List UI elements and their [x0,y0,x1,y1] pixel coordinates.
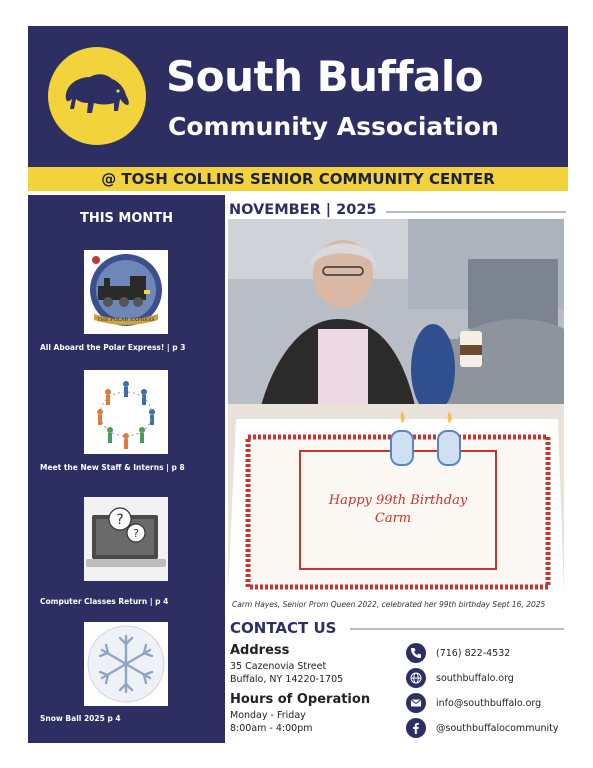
polar-express-image [84,250,168,334]
photo-caption: Carm Hayes, Senior Prom Queen 2022, celebrated her 99th birthday Sept 16, 2025 [232,600,546,609]
facebook-link[interactable]: @southbuffalocommunity [436,723,559,734]
sidebar-item-label: Computer Classes Return | p 4 [40,597,169,606]
snowflake-image [84,622,168,706]
team-circle-image [84,370,168,454]
sidebar-item-label: Snow Ball 2025 p 4 [40,714,121,723]
hours-heading: Hours of Operation [230,692,371,707]
sidebar-item-label: All Aboard the Polar Express! | p 3 [40,343,186,352]
phone-icon [406,643,426,663]
logo [48,47,146,145]
cake-text-line2: Carm [374,511,412,526]
org-title: South Buffalo [166,52,484,101]
divider [350,628,564,630]
website-link[interactable]: southbuffalo.org [436,673,514,684]
birthday-photo [228,219,564,594]
hours-line1: Monday - Friday [230,710,306,721]
contact-heading: CONTACT US [230,619,337,637]
hours-line2: 8:00am - 4:00pm [230,723,313,734]
header-banner [28,26,568,167]
facebook-icon [406,718,426,738]
cake-text-line1: Happy 99th Birthday [328,493,468,508]
bison-icon [60,69,134,123]
globe-icon [406,668,426,688]
location-banner: @ TOSH COLLINS SENIOR COMMUNITY CENTER [28,167,568,191]
phone-number[interactable]: (716) 822-4532 [436,648,511,659]
divider [386,211,566,213]
sidebar-title: THIS MONTH [79,211,174,226]
address-line2: Buffalo, NY 14220-1705 [230,674,344,685]
email-icon [406,693,426,713]
this-month-sidebar [28,195,225,743]
svg-text:?: ? [116,512,124,528]
org-subtitle: Community Association [168,112,499,141]
email-link[interactable]: info@southbuffalo.org [436,698,542,709]
sidebar-item-label: Meet the New Staff & Interns | p 8 [40,463,185,472]
polar-express-thumb-text: THE POLAR EXPRESS [97,317,155,323]
address-line1: 35 Cazenovia Street [230,661,327,672]
address-heading: Address [230,643,290,658]
issue-date: NOVEMBER | 2025 [229,202,377,218]
laptop-image [84,497,168,581]
svg-text:?: ? [133,527,139,540]
